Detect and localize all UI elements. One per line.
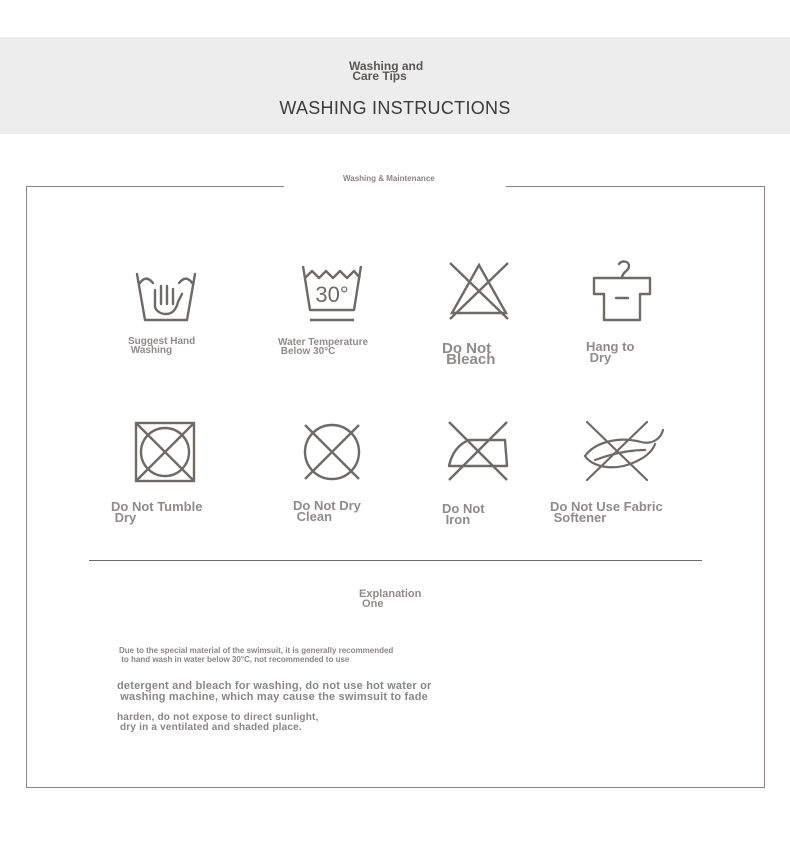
no-iron-icon	[447, 420, 509, 482]
explanation-line-1: Due to the special material of the swimsuit, it is generally recommended to hand wash in water below 30°C, not recommended to use	[119, 646, 394, 664]
hang-dry-icon	[592, 258, 652, 324]
water-temp-label: Water Temperature Below 30°C	[278, 337, 369, 357]
no-dry-clean-label: Do Not Dry Clean	[293, 498, 361, 524]
no-fabric-softener-icon	[581, 420, 665, 482]
explanation-title: Explanation One	[359, 588, 422, 610]
explanation-line-2: detergent and bleach for washing, do not use hot water or washing machine, which may cause the swimsuit to fade	[117, 680, 432, 703]
hand-wash-label: Suggest Hand Washing	[128, 336, 196, 356]
explanation-line-3: harden, do not expose to direct sunlight, dry in a ventilated and shaded place.	[117, 712, 319, 733]
header-band	[0, 37, 790, 134]
wash-temp-text: 30°	[315, 282, 349, 307]
section-divider	[89, 560, 702, 561]
hand-wash-icon	[135, 262, 197, 324]
hang-dry-label: Hang to Dry	[586, 339, 635, 365]
no-tumble-dry-icon	[134, 421, 196, 483]
no-iron-label: Do Not Iron	[442, 501, 485, 527]
no-tumble-dry-label: Do Not Tumble Dry	[111, 499, 203, 525]
no-fabric-softener-label: Do Not Use Fabric Softener	[550, 499, 663, 525]
care-tips-subtitle: Washing and Care Tips	[349, 59, 424, 83]
no-bleach-label: Do Not Bleach	[442, 340, 496, 368]
no-dry-clean-icon	[301, 421, 363, 483]
page-title: WASHING INSTRUCTIONS	[279, 98, 511, 118]
section-label: Washing & Maintenance	[343, 174, 435, 183]
no-bleach-icon	[448, 261, 510, 321]
wash-30-icon	[301, 264, 363, 324]
